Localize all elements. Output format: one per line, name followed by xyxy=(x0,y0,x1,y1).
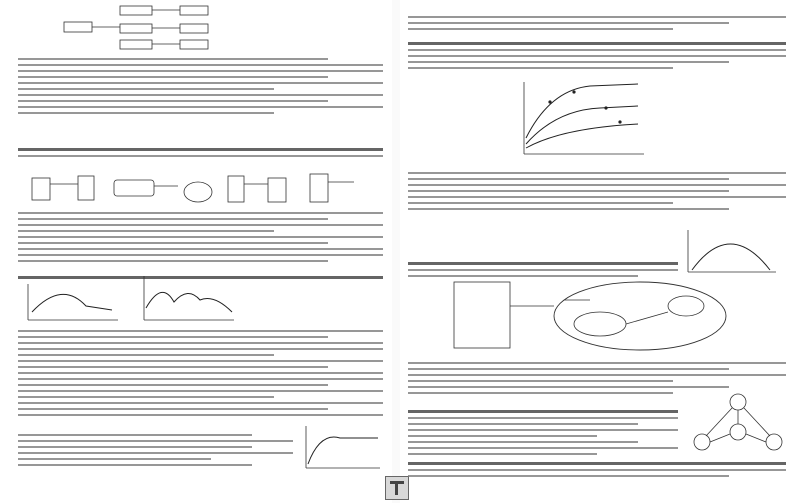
energy-curve-figure xyxy=(138,272,238,324)
q28-continued xyxy=(408,16,786,37)
left-column xyxy=(0,0,392,503)
q29-text xyxy=(408,42,786,73)
concentration-graph-figure xyxy=(300,424,382,474)
reaction-profile-figure xyxy=(22,282,122,324)
q32-text xyxy=(408,462,786,481)
q28-options xyxy=(18,434,293,470)
q26-text xyxy=(18,58,383,121)
co2-absorption-curve-figure xyxy=(510,78,650,168)
q31-text xyxy=(408,410,678,462)
q27-text xyxy=(18,148,383,161)
q28-subquestions xyxy=(18,330,383,420)
lab-apparatus-figure xyxy=(28,166,368,208)
q29-subquestions xyxy=(408,172,786,217)
cell-signaling-diagram-figure xyxy=(450,276,740,356)
page-gutter xyxy=(392,0,400,503)
temperature-bell-curve-figure xyxy=(682,226,780,278)
right-column xyxy=(400,0,794,503)
ecosystem-cycle-diagram-figure xyxy=(690,392,786,462)
flow-diagram-figure xyxy=(62,2,212,54)
q27-subquestions xyxy=(18,212,383,269)
